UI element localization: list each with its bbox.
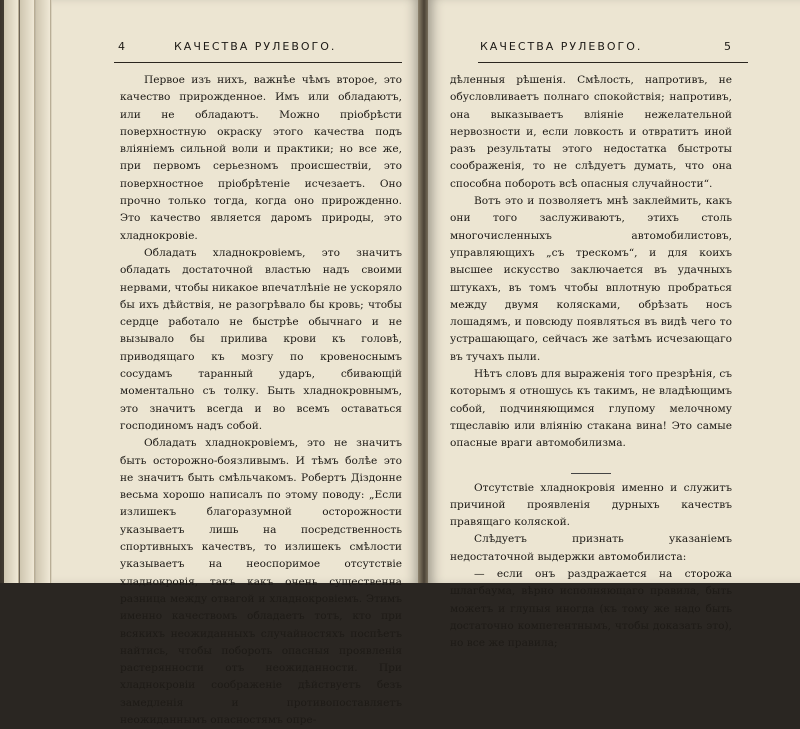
page-text — [120, 72, 402, 729]
header-rule — [478, 62, 748, 63]
paragraph: — если онъ раздражается на сторожа шлагбаума, вѣрно исполняющаго правила, быть можетъ и глупыя иногда (къ тому же надо быть достаточно компетентнымъ, чтобы доказать это), но все же правила; — [450, 568, 732, 650]
page-text — [450, 72, 732, 653]
right-page — [428, 0, 800, 650]
paragraph: Отсутствіе хладнокровія именно и служитъ причиной проявленія дурныхъ качествъ правящаго коляской. — [450, 481, 732, 529]
paragraph: Обладать хладнокровіемъ, это не значитъ быть осторожно-боязливымъ. И тѣмъ болѣе это не значитъ быть смѣльчакомъ. Робертъ Діздонне весьма хорошо написалъ по этому поводу: „Если излишекъ благоразумной осторожности указываетъ лишь на посредственность спортивныхъ качествъ, то излишекъ смѣлости указываетъ на неоспоримое отсутствіе хладнокровія, такъ какъ очень существенна разница между отвагой и хладнокровіемъ. Этимъ именно качествомъ обладаетъ тотъ, кто при всякихъ неожиданныхъ случайностяхъ поспѣетъ найтись, чтобы побороть опасныя проявленія растерянности отъ неожиданности. При хладнокровіи соображеніе дѣйствуетъ безъ замедленія и противопоставляетъ неожиданнымъ опасностямъ опре- — [120, 437, 402, 726]
page-number: 5 — [724, 40, 733, 53]
paragraph: Обладать хладнокровіемъ, это значитъ обладать достаточной властью надъ своими нервами, чтобы никакое впечатлѣніе не ускоряло бы ихъ дѣйствія, не разогрѣвало бы кровь; чтобы сердце работало не быстрѣе обычнаго и не вызывало бы прилива крови къ головѣ, приводящаго къ мозгу по кровеноснымъ сосудамъ таранный ударъ, сбивающій моментально съ толку. Быть хладнокровнымъ, это значитъ всегда и во всемъ оставаться господиномъ надъ собой. — [120, 246, 402, 432]
header-rule — [114, 62, 402, 63]
page-number: 4 — [118, 40, 127, 53]
paragraph: Слѣдуетъ признать указаніемъ недостаточной выдержки автомобилиста: — [450, 533, 732, 563]
left-page — [52, 0, 420, 726]
paragraph: Первое изъ нихъ, важнѣе чѣмъ второе, это качество прирожденное. Имъ или обладаютъ, или не обладаютъ. Можно пріобрѣсти поверхностную окраску этого качества подъ вліяніемъ сильной воли и практики; но все же, при первомъ серьезномъ происшествіи, это поверхностное пріобрѣтеніе исчезаетъ. Оно прочно только тогда, когда оно прирожденно. Это качество является даромъ природы, это хладнокровіе. — [120, 74, 402, 242]
section-separator — [571, 473, 611, 474]
paragraph: Вотъ это и позволяетъ мнѣ заклеймить, какъ они того заслуживаютъ, этихъ столь многочисленныхъ автомобилистовъ, управляющихъ „съ трескомъ“, и для коихъ высшее искусство заключается въ удачныхъ штукахъ, въ томъ чтобы вплотную пробраться между двумя колясками, обрѣзать носъ лошадямъ, и повсюду появляться въ видѣ чего то устрашающаго, сейчасъ же затѣмъ исчезающаго въ тучахъ пыли. — [450, 195, 732, 363]
paragraph: дѣленныя рѣшенія. Смѣлость, напротивъ, не обусловливаетъ полнаго спокойствія; напротивъ, она выказываетъ вліяніе нежелательной нервозности и, если ловкость и отвратитъ иной разъ результаты этого недостатка быстроты соображенія, то не слѣдуетъ думать, что она способна побороть всѣ опасныя случайности“. — [450, 74, 732, 190]
running-header: КАЧЕСТВА РУЛЕВОГО. — [480, 40, 643, 53]
page-edge — [4, 0, 19, 583]
page-edge — [36, 0, 51, 583]
running-header: КАЧЕСТВА РУЛЕВОГО. — [174, 40, 337, 53]
page-edge — [20, 0, 35, 583]
paragraph: Нѣтъ словъ для выраженія того презрѣнія, съ которымъ я отношусь къ такимъ, не владѣющимъ собой, подчиняющимся глупому мелочному тщеславію или вліянію стакана вина! Это самые опасные враги автомобилизма. — [450, 368, 732, 450]
